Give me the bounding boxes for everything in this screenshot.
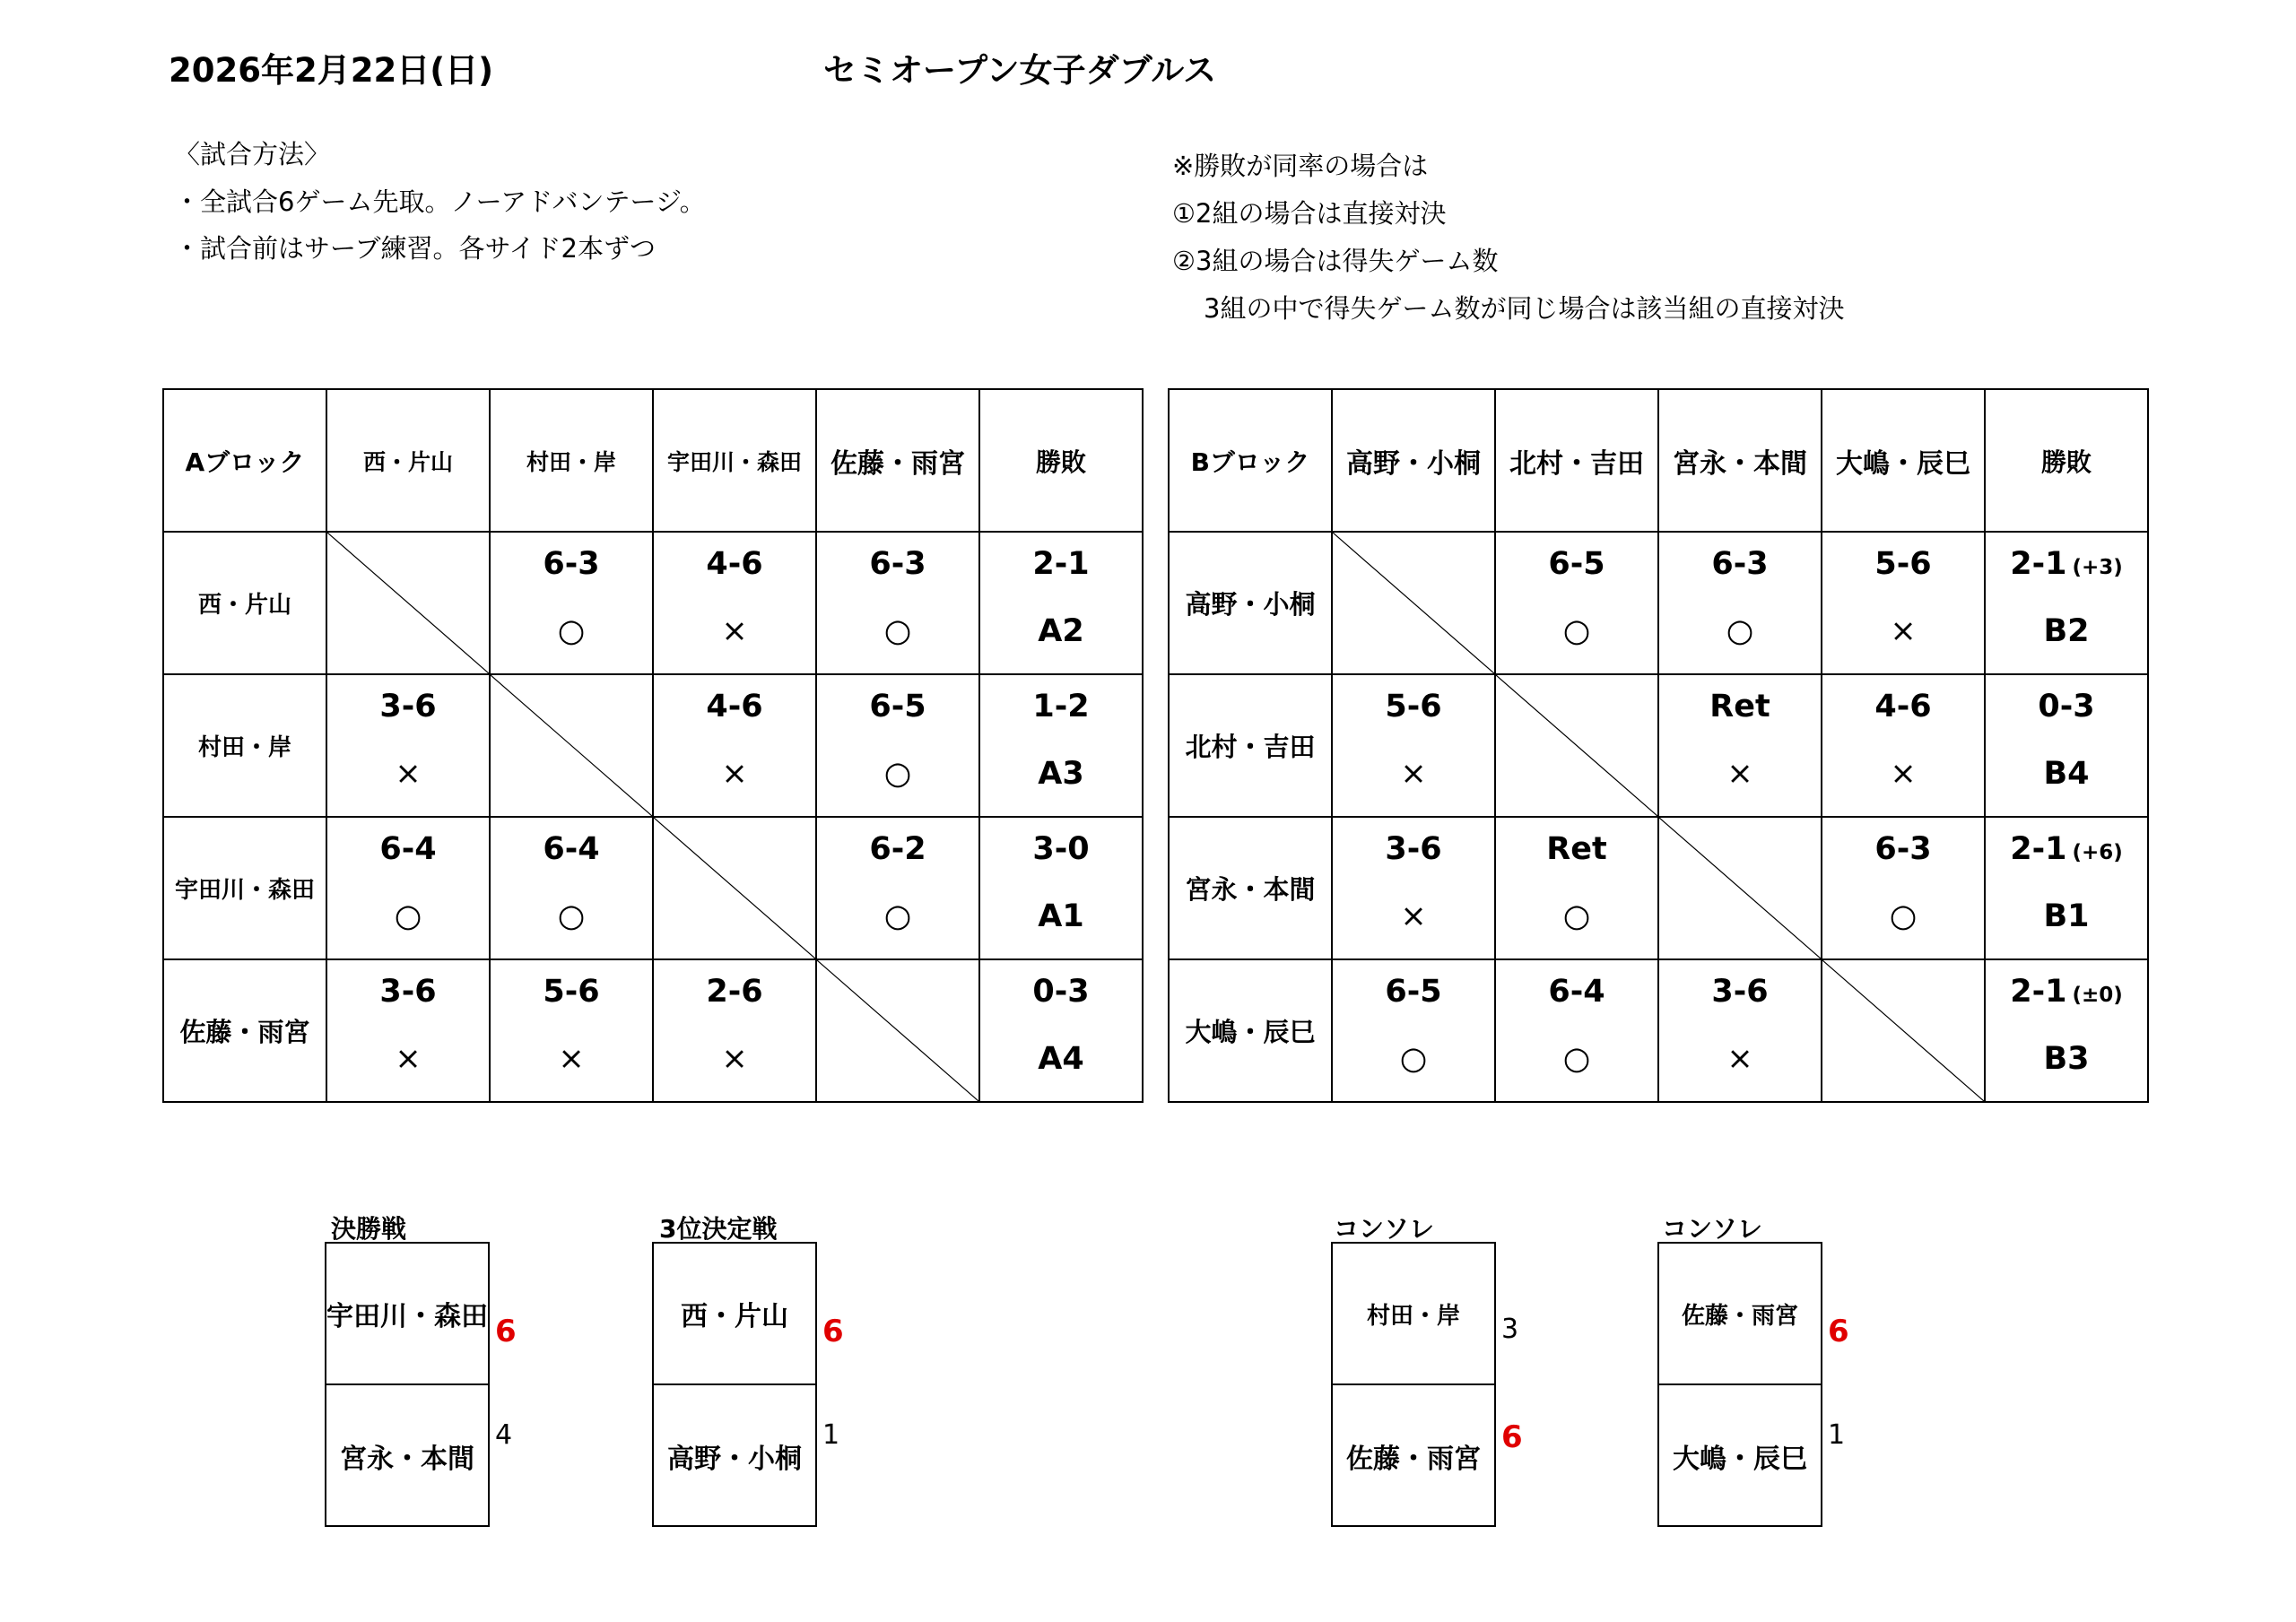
match-team-1: 西・片山	[654, 1244, 815, 1385]
row-team-label: 西・片山	[163, 532, 326, 674]
match-score: 4-6	[706, 689, 763, 724]
rules-line-1: ・全試合6ゲーム先取。ノーアドバンテージ。	[174, 186, 706, 217]
match-result-mark: ○	[883, 898, 912, 934]
record-line	[1986, 830, 2147, 868]
match-result-mark: ×	[1400, 756, 1427, 792]
diagonal-line	[1496, 675, 1657, 816]
record-cell	[979, 674, 1143, 817]
match-cell	[1658, 674, 1822, 817]
event-title: セミオープン女子ダブルス	[823, 51, 1217, 90]
block-title: Bブロック	[1169, 389, 1332, 532]
win-loss-record: 1-2	[1032, 689, 1090, 724]
record-cell	[1985, 817, 2148, 959]
record-line	[980, 830, 1142, 868]
record-line	[1986, 688, 2147, 725]
tiebreak-line-2: ①2組の場合は直接対決	[1172, 198, 1447, 229]
record-cell	[1985, 959, 2148, 1102]
win-loss-record: 0-3	[2038, 689, 2095, 724]
match-score: 6-3	[1874, 831, 1932, 867]
match-cell	[490, 532, 653, 674]
match-cell	[1495, 532, 1658, 674]
match-label: 3位決定戦	[659, 1214, 778, 1244]
match-score-1: 6	[495, 1314, 517, 1349]
block-rank: B2	[2043, 613, 2090, 649]
match-result-mark: ○	[1562, 613, 1591, 649]
match-bracket-box	[1657, 1242, 1822, 1527]
match-cell	[816, 817, 979, 959]
diagonal-line	[491, 675, 652, 816]
record-cell	[979, 817, 1143, 959]
match-cell	[1658, 959, 1822, 1102]
match-cell	[653, 959, 816, 1102]
match-result-mark: ×	[1890, 756, 1917, 792]
team-row	[1169, 674, 2148, 817]
record-line	[980, 545, 1142, 583]
game-difference: (+3)	[2072, 556, 2123, 579]
match-cell	[490, 959, 653, 1102]
match-score: 6-4	[543, 831, 600, 867]
game-difference: (+6)	[2072, 841, 2123, 864]
match-cell	[816, 532, 979, 674]
record-line	[980, 688, 1142, 725]
match-score: 6-5	[1548, 546, 1605, 582]
match-score: 3-6	[1385, 831, 1442, 867]
diagonal-line	[1659, 818, 1821, 958]
record-line	[1986, 545, 2147, 583]
match-result-mark: ○	[883, 613, 912, 649]
win-loss-record: 3-0	[1032, 831, 1090, 867]
win-loss-record: 2-1	[1032, 546, 1090, 582]
match-result-mark: ×	[1400, 898, 1427, 934]
row-team-label: 北村・吉田	[1169, 674, 1332, 817]
match-cell	[490, 817, 653, 959]
diagonal-line	[817, 960, 978, 1101]
block-rank: A3	[1038, 756, 1084, 792]
match-score: 5-6	[543, 974, 600, 1010]
match-result-mark: ×	[558, 1041, 585, 1077]
match-score-1: 6	[822, 1314, 844, 1349]
row-team-label: 宇田川・森田	[163, 817, 326, 959]
match-cell	[326, 817, 490, 959]
column-team-header: 大嶋・辰巳	[1822, 389, 1985, 532]
match-score-1: 3	[1501, 1314, 1519, 1345]
tiebreak-line-3: ②3組の場合は得失ゲーム数	[1172, 246, 1499, 276]
win-loss-record: 0-3	[1032, 974, 1090, 1010]
game-difference: (±0)	[2072, 984, 2123, 1007]
match-score: 3-6	[1711, 974, 1769, 1010]
match-score: 6-3	[869, 546, 926, 582]
match-team-2: 大嶋・辰巳	[1673, 1444, 1807, 1475]
match-team-1: 宇田川・森田	[326, 1244, 488, 1385]
match-team-1: 村田・岸	[1333, 1244, 1494, 1385]
self-match-cell	[326, 532, 490, 674]
block-rank: B1	[2043, 898, 2090, 934]
match-cell	[816, 674, 979, 817]
match-team-2: 高野・小桐	[667, 1444, 802, 1475]
match-score: 6-4	[379, 831, 437, 867]
match-cell	[653, 674, 816, 817]
match-score-2: 4	[495, 1419, 513, 1451]
match-result-mark: ○	[557, 613, 586, 649]
block-a-table	[162, 388, 1144, 1103]
match-score: 5-6	[1385, 689, 1442, 724]
record-line	[1986, 973, 2147, 1010]
result-header: 勝敗	[1985, 389, 2148, 532]
match-cell	[326, 959, 490, 1102]
self-match-cell	[1822, 959, 1985, 1102]
team-row	[163, 532, 1143, 674]
match-score: 6-3	[543, 546, 600, 582]
match-score-2: 6	[1501, 1419, 1523, 1455]
record-line	[980, 973, 1142, 1010]
block-rank: A1	[1038, 898, 1084, 934]
win-loss-record: 2-1	[2010, 831, 2067, 867]
match-result-mark: ○	[557, 898, 586, 934]
match-result-mark: ×	[395, 756, 422, 792]
match-score: 3-6	[379, 974, 437, 1010]
match-cell	[1332, 674, 1495, 817]
column-team-header: 高野・小桐	[1332, 389, 1495, 532]
match-bracket-box	[652, 1242, 817, 1527]
match-score-1: 6	[1828, 1314, 1849, 1349]
match-result-mark: ○	[1889, 898, 1918, 934]
match-cell	[1332, 817, 1495, 959]
rules-line-2: ・試合前はサーブ練習。各サイド2本ずつ	[174, 233, 656, 264]
self-match-cell	[1658, 817, 1822, 959]
match-cell	[1822, 532, 1985, 674]
match-team-2: 宮永・本間	[340, 1444, 474, 1475]
match-cell	[1822, 674, 1985, 817]
event-date: 2026年2月22日(日)	[169, 51, 494, 90]
self-match-cell	[1495, 674, 1658, 817]
match-result-mark: ×	[1726, 756, 1753, 792]
block-rank: B3	[2043, 1041, 2090, 1077]
row-team-label: 村田・岸	[163, 674, 326, 817]
self-match-cell	[816, 959, 979, 1102]
header-row	[1169, 389, 2148, 532]
block-rank: B4	[2043, 756, 2090, 792]
team-row	[1169, 532, 2148, 674]
win-loss-record: 2-1	[2010, 974, 2067, 1010]
self-match-cell	[490, 674, 653, 817]
match-bracket-box	[1331, 1242, 1496, 1527]
match-label: コンソレ	[1662, 1214, 1763, 1244]
match-cell	[1332, 959, 1495, 1102]
tiebreak-line-1: ※勝敗が同率の場合は	[1172, 151, 1429, 181]
result-header: 勝敗	[979, 389, 1143, 532]
match-result-mark: ○	[1726, 613, 1754, 649]
match-cell	[653, 532, 816, 674]
match-cell	[1658, 532, 1822, 674]
match-cell	[1495, 959, 1658, 1102]
block-rank: A4	[1038, 1041, 1084, 1077]
match-score-2: 1	[822, 1419, 840, 1451]
column-team-header: 北村・吉田	[1495, 389, 1658, 532]
team-row	[163, 817, 1143, 959]
match-result-mark: ○	[883, 756, 912, 792]
block-rank: A2	[1038, 613, 1084, 649]
diagonal-line	[1822, 960, 1984, 1101]
header-row	[163, 389, 1143, 532]
match-score: 6-3	[1711, 546, 1769, 582]
column-team-header: 佐藤・雨宮	[816, 389, 979, 532]
match-score: 4-6	[1874, 689, 1932, 724]
match-cell	[326, 674, 490, 817]
match-result-mark: ○	[1562, 898, 1591, 934]
match-score: 4-6	[706, 546, 763, 582]
team-row	[1169, 959, 2148, 1102]
self-match-cell	[653, 817, 816, 959]
record-cell	[979, 532, 1143, 674]
match-result-mark: ×	[721, 1041, 748, 1077]
match-cell	[1822, 817, 1985, 959]
row-team-label: 宮永・本間	[1169, 817, 1332, 959]
match-score: Ret	[1546, 831, 1607, 867]
match-result-mark: ×	[721, 613, 748, 649]
match-result-mark: ×	[395, 1041, 422, 1077]
row-team-label: 大嶋・辰巳	[1169, 959, 1332, 1102]
match-score: 6-4	[1548, 974, 1605, 1010]
match-score: 2-6	[706, 974, 763, 1010]
match-result-mark: ×	[721, 756, 748, 792]
row-team-label: 高野・小桐	[1169, 532, 1332, 674]
match-score: 6-5	[1385, 974, 1442, 1010]
column-team-header: 宇田川・森田	[653, 389, 816, 532]
match-result-mark: ○	[394, 898, 422, 934]
match-label: コンソレ	[1334, 1214, 1435, 1244]
match-team-1: 佐藤・雨宮	[1659, 1244, 1821, 1385]
diagonal-line	[654, 818, 815, 958]
match-result-mark: ○	[1562, 1041, 1591, 1077]
block-b-table	[1168, 388, 2149, 1103]
column-team-header: 西・片山	[326, 389, 490, 532]
match-score: 3-6	[379, 689, 437, 724]
match-score: 6-5	[869, 689, 926, 724]
row-team-label: 佐藤・雨宮	[163, 959, 326, 1102]
match-result-mark: ○	[1399, 1041, 1428, 1077]
record-cell	[979, 959, 1143, 1102]
match-label: 決勝戦	[331, 1214, 407, 1244]
diagonal-line	[327, 533, 489, 673]
match-result-mark: ×	[1890, 613, 1917, 649]
rules-heading: 〈試合方法〉	[174, 139, 331, 169]
match-score: Ret	[1709, 689, 1770, 724]
team-row	[163, 674, 1143, 817]
match-score: 5-6	[1874, 546, 1932, 582]
record-cell	[1985, 674, 2148, 817]
self-match-cell	[1332, 532, 1495, 674]
match-bracket-box	[325, 1242, 490, 1527]
tiebreak-line-4: 3組の中で得失ゲーム数が同じ場合は該当組の直接対決	[1204, 293, 1845, 324]
record-cell	[1985, 532, 2148, 674]
column-team-header: 宮永・本間	[1658, 389, 1822, 532]
win-loss-record: 2-1	[2010, 546, 2067, 582]
column-team-header: 村田・岸	[490, 389, 653, 532]
match-team-2: 佐藤・雨宮	[1346, 1444, 1481, 1475]
diagonal-line	[1333, 533, 1494, 673]
team-row	[1169, 817, 2148, 959]
match-cell	[1495, 817, 1658, 959]
block-title: Aブロック	[163, 389, 326, 532]
match-score: 6-2	[869, 831, 926, 867]
match-result-mark: ×	[1726, 1041, 1753, 1077]
team-row	[163, 959, 1143, 1102]
match-score-2: 1	[1828, 1419, 1846, 1451]
